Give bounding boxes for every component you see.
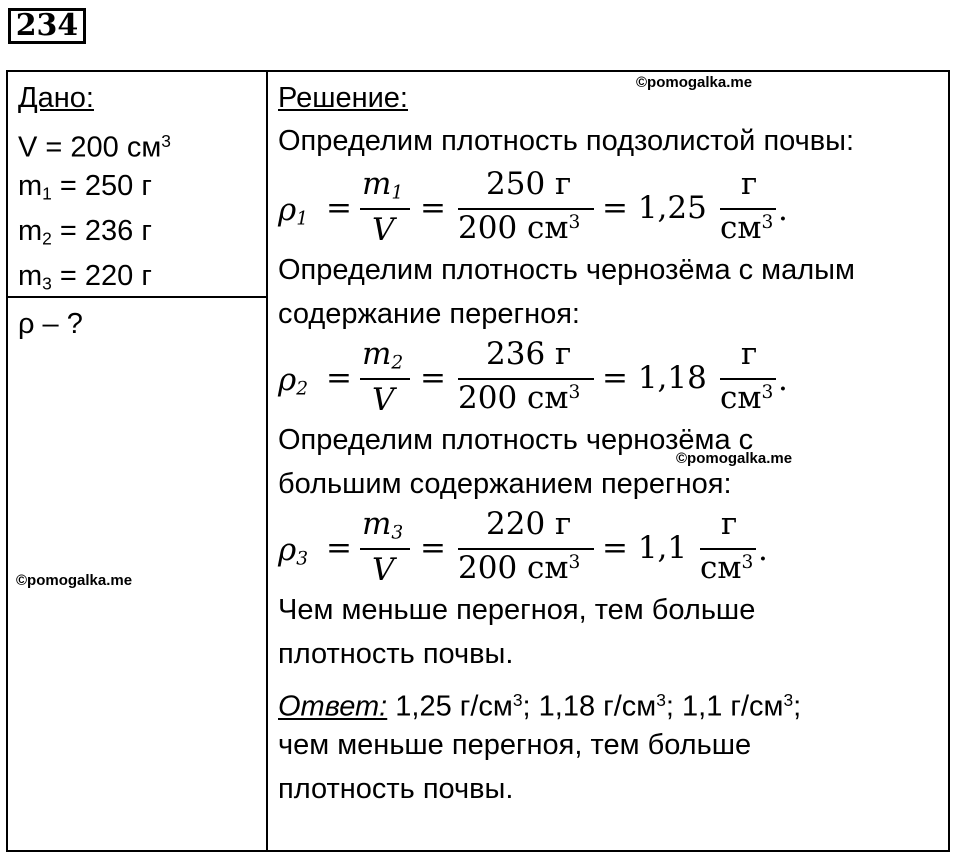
fraction-bar — [360, 548, 410, 550]
given-mass-1: $m_1 = 250$ г — [18, 170, 152, 204]
conclusion-text-2: плотность почвы. — [278, 638, 514, 670]
answer-line-1: Ответ: 1,25 $г/см^3$; 1,18 $г/см^3$; 1,1 $г/см^3$; — [278, 690, 802, 723]
rho-symbol: $\rho_3$ — [278, 532, 309, 570]
watermark-left: ©pomogalka.me — [16, 572, 133, 589]
numerator: 220 г — [486, 506, 572, 542]
formula-3 — [278, 506, 798, 590]
volume-symbol: V — [372, 552, 395, 588]
mass-symbol: $m_3$ — [362, 506, 404, 544]
unit-numerator: г — [741, 336, 758, 372]
period: . — [778, 362, 788, 398]
mass-symbol: $m_2$ — [362, 336, 404, 374]
watermark-middle: ©pomogalka.me — [676, 450, 793, 467]
rho-symbol: $\rho_1$ — [278, 192, 309, 230]
step-3-text-2: большим содержанием перегноя: — [278, 468, 732, 500]
unit-denominator: $см^3$ — [720, 380, 774, 416]
unit-numerator: г — [721, 506, 738, 542]
answer-label: Ответ: — [278, 690, 388, 723]
equals-sign: = — [420, 360, 446, 396]
given-mass-3: $m_3 = 220$ г — [18, 260, 152, 294]
period: . — [758, 532, 768, 568]
result-value: = 1,1 — [602, 530, 688, 566]
equals-sign: = — [420, 190, 446, 226]
step-2-text-1: Определим плотность чернозёма с малым — [278, 254, 855, 286]
period: . — [778, 192, 788, 228]
problem-number: 234 — [8, 8, 86, 44]
unit-denominator: $см^3$ — [700, 550, 754, 586]
equals-sign: = — [326, 530, 352, 566]
denominator: 200 $см^3$ — [458, 550, 581, 586]
unit-numerator: г — [741, 166, 758, 202]
fraction-bar — [360, 378, 410, 380]
unit-denominator: $см^3$ — [720, 210, 774, 246]
volume-symbol: V — [372, 212, 395, 248]
step-2-text-2: содержание перегноя: — [278, 298, 580, 330]
denominator: 200 $см^3$ — [458, 210, 581, 246]
equals-sign: = — [326, 360, 352, 396]
result-value: = 1,18 — [602, 360, 707, 396]
conclusion-text-1: Чем меньше перегноя, тем больше — [278, 594, 756, 626]
numerator: 250 г — [486, 166, 572, 202]
formula-1 — [278, 166, 818, 250]
solution-header: Решение: — [278, 82, 408, 114]
answer-line-3: плотность почвы. — [278, 773, 514, 805]
mass-symbol: $m_1$ — [362, 166, 404, 204]
equals-sign: = — [420, 530, 446, 566]
problem-table — [6, 70, 950, 852]
answer-line-2: чем меньше перегноя, тем больше — [278, 729, 752, 761]
denominator: 200 $см^3$ — [458, 380, 581, 416]
step-1-text: Определим плотность подзолистой почвы: — [278, 125, 855, 157]
formula-2 — [278, 336, 818, 420]
column-divider — [266, 72, 268, 850]
find-label: ρ – ? — [18, 308, 83, 340]
step-3-text-1: Определим плотность чернозёма с — [278, 424, 754, 456]
numerator: 236 г — [486, 336, 572, 372]
given-mass-2: $m_2 = 236$ г — [18, 215, 152, 249]
watermark-top: ©pomogalka.me — [636, 74, 753, 91]
fraction-bar — [360, 208, 410, 210]
result-value: = 1,25 — [602, 190, 707, 226]
rho-symbol: $\rho_2$ — [278, 362, 309, 400]
volume-symbol: V — [372, 382, 395, 418]
given-volume: V = 200 $см^3$ — [18, 131, 171, 164]
given-header: Дано: — [18, 82, 94, 114]
equals-sign: = — [326, 190, 352, 226]
